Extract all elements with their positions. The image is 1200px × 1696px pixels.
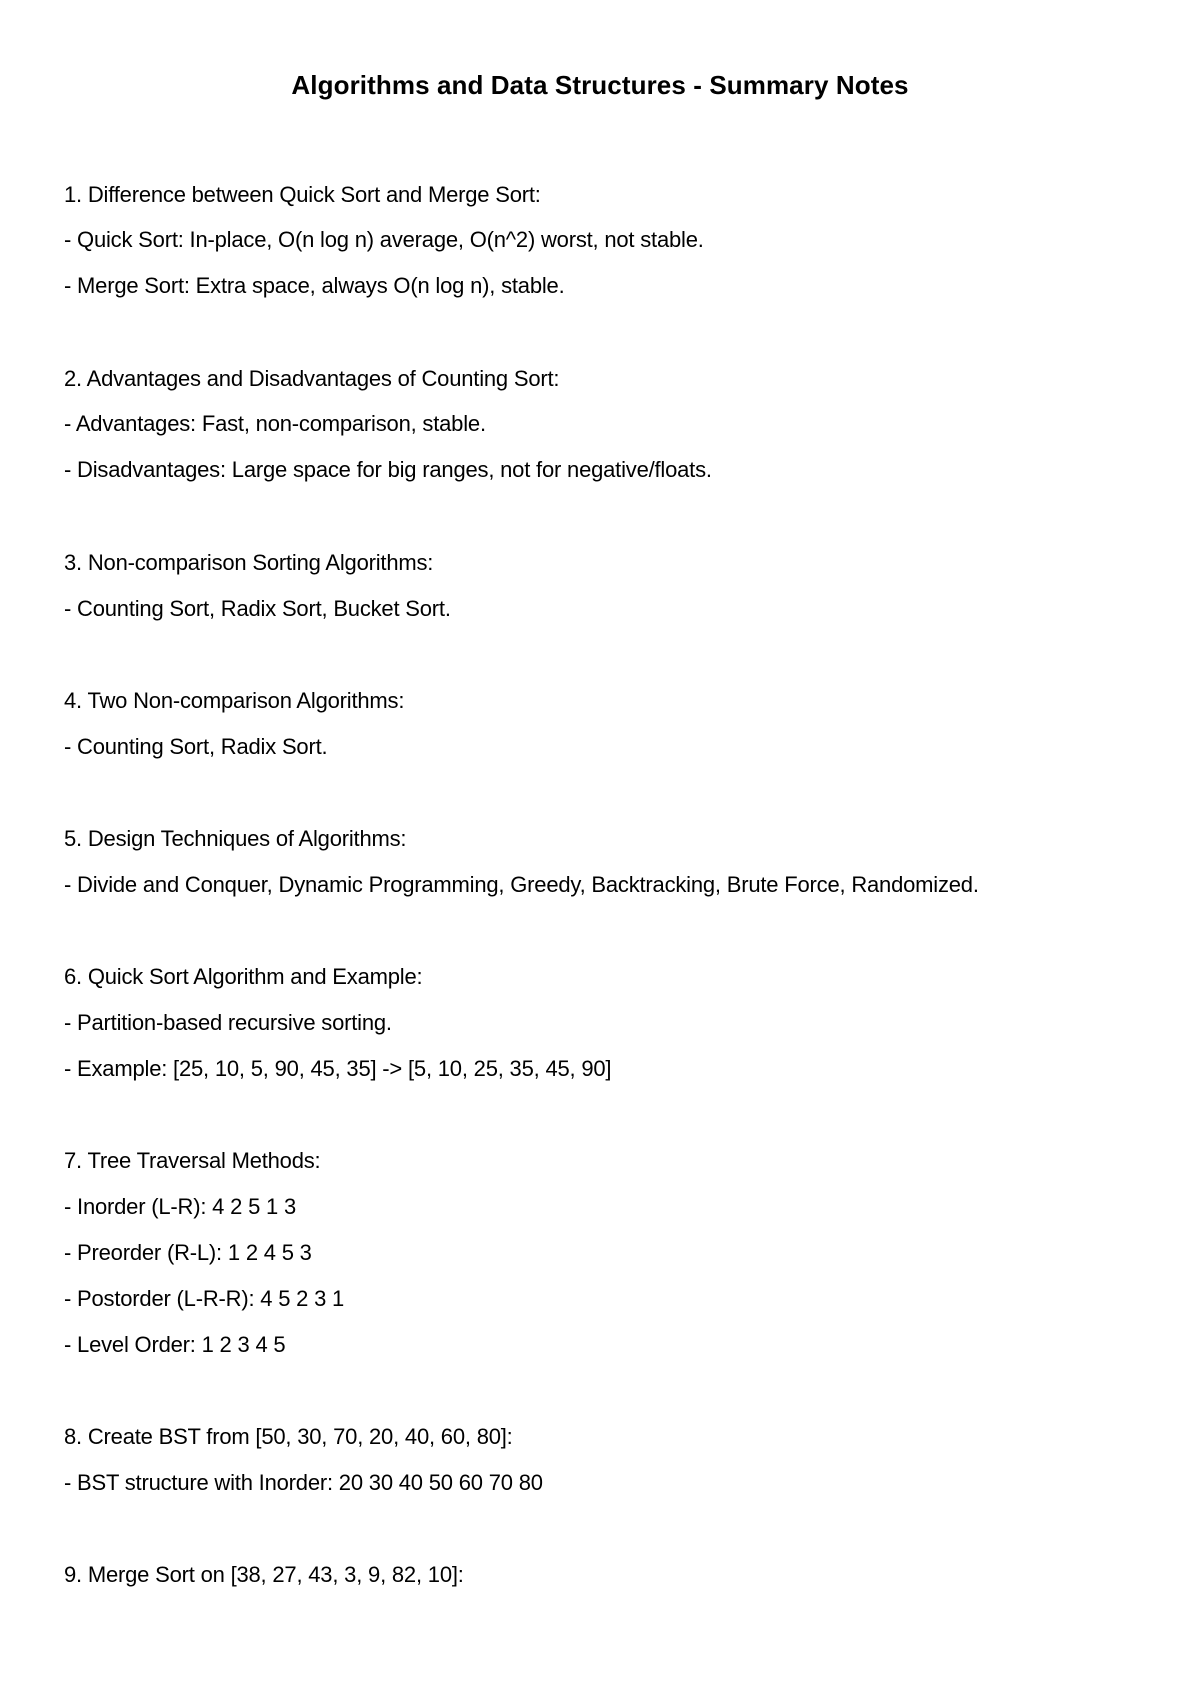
section-line: - Quick Sort: In-place, O(n log n) average, O(n^2) worst, not stable.	[64, 227, 704, 252]
section-heading: 1. Difference between Quick Sort and Merge Sort:	[64, 182, 541, 207]
section-heading: 3. Non-comparison Sorting Algorithms:	[64, 550, 434, 575]
section-heading: 6. Quick Sort Algorithm and Example:	[64, 964, 423, 989]
section-heading: 9. Merge Sort on [38, 27, 43, 3, 9, 82, 10]:	[64, 1562, 464, 1587]
section-line: - Counting Sort, Radix Sort.	[64, 734, 328, 759]
section-line: - Inorder (L-R): 4 2 5 1 3	[64, 1194, 297, 1219]
section-heading: 4. Two Non-comparison Algorithms:	[64, 688, 405, 713]
section-line: - Partition-based recursive sorting.	[64, 1010, 392, 1035]
section-heading: 5. Design Techniques of Algorithms:	[64, 826, 407, 851]
section-heading: 2. Advantages and Disadvantages of Counting Sort:	[64, 366, 560, 391]
section-line: - Disadvantages: Large space for big ranges, not for negative/floats.	[64, 457, 712, 482]
section-line: - Counting Sort, Radix Sort, Bucket Sort.	[64, 596, 451, 621]
section-line: - Advantages: Fast, non-comparison, stable.	[64, 411, 486, 436]
section-line: - Example: [25, 10, 5, 90, 45, 35] -> [5, 10, 25, 35, 45, 90]	[64, 1056, 612, 1081]
section-line: - Preorder (R-L): 1 2 4 5 3	[64, 1240, 312, 1265]
section-line: - Postorder (L-R-R): 4 5 2 3 1	[64, 1286, 345, 1311]
document-title: Algorithms and Data Structures - Summary Notes	[291, 70, 909, 100]
section-line: - Divide and Conquer, Dynamic Programming, Greedy, Backtracking, Brute Force, Randomized.	[64, 872, 979, 897]
section-heading: 7. Tree Traversal Methods:	[64, 1148, 321, 1173]
section-line: - Merge Sort: Extra space, always O(n log n), stable.	[64, 273, 565, 298]
section-line: - BST structure with Inorder: 20 30 40 50 60 70 80	[64, 1470, 543, 1495]
section-heading: 8. Create BST from [50, 30, 70, 20, 40, 60, 80]:	[64, 1424, 513, 1449]
section-line: - Level Order: 1 2 3 4 5	[64, 1332, 286, 1357]
